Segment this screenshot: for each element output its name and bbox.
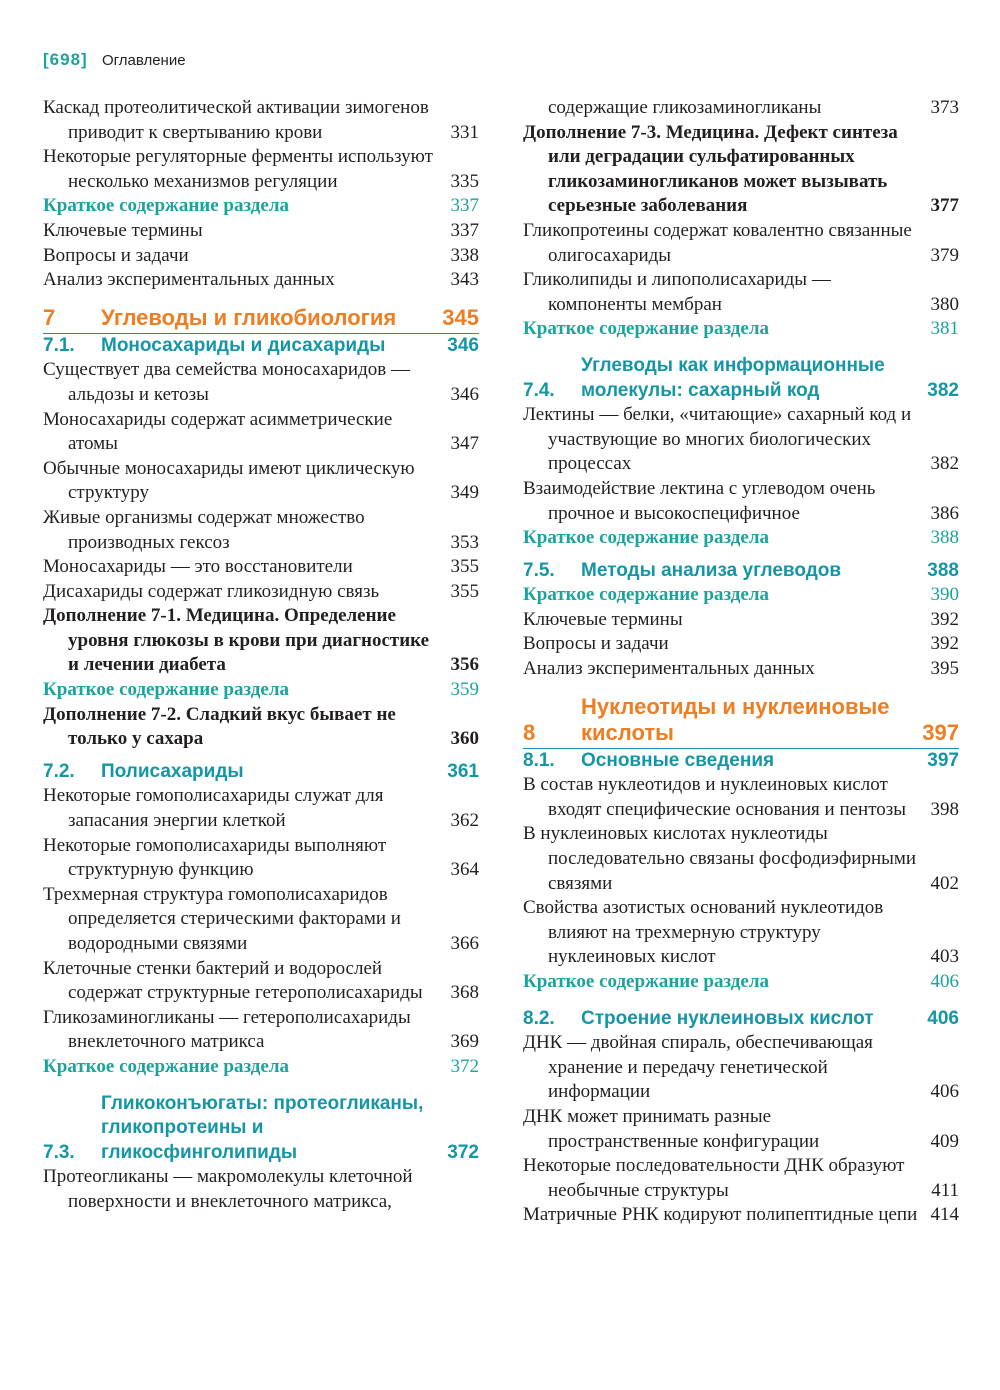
- entry-title: Гликопротеины содержат ковалентно связанные олигосахариды: [523, 219, 912, 266]
- toc-entry: [43, 408, 479, 457]
- summary-entry: [523, 317, 959, 342]
- entry-page: 398: [930, 798, 959, 820]
- entry-title: ДНК может принимать разные пространственные конфигурации: [523, 1105, 820, 1152]
- section-title: Углеводы как информационные молекулы: сахарный код: [581, 354, 885, 401]
- spacer: [523, 682, 959, 694]
- toc-entry: [43, 145, 479, 194]
- toc-entry: [523, 657, 959, 682]
- toc-entry: [43, 784, 479, 833]
- entry-title: Обычные моносахариды имеют циклическую структуру: [43, 457, 415, 504]
- entry-title: Матричные РНК кодируют полипептидные цепи: [523, 1204, 918, 1226]
- section-number: 7.3.: [43, 1141, 75, 1163]
- toc-entry: [43, 580, 479, 605]
- entry-title: Взаимодействие лектина с углеводом очень прочное и высокоспецифичное: [523, 477, 876, 524]
- entry-page: 355: [450, 580, 479, 602]
- summary-entry: [43, 194, 479, 219]
- section-page: 406: [927, 1007, 959, 1029]
- chapter-title: Нуклеотиды и нуклеиновые кислоты: [581, 693, 890, 745]
- entry-page: 392: [930, 608, 959, 630]
- toc-entry: [523, 608, 959, 633]
- entry-title: Каскад протеолитической активации зимогенов приводит к свертыванию крови: [43, 97, 429, 143]
- entry-page: 388: [930, 527, 959, 549]
- summary-entry: [523, 583, 959, 608]
- toc-entry: [523, 632, 959, 657]
- toc-entry: [43, 96, 479, 145]
- entry-page: 343: [450, 269, 479, 291]
- chapter-number: 7: [43, 304, 56, 330]
- entry-title: Анализ экспериментальных данных: [43, 269, 335, 291]
- entry-title: Вопросы и задачи: [43, 244, 189, 266]
- entry-page: 402: [930, 872, 959, 894]
- chapter-number: 8: [523, 719, 536, 745]
- toc-column-left: [43, 96, 479, 1215]
- spacer: [43, 752, 479, 760]
- entry-title: В нуклеиновых кислотах нуклеотиды последовательно связаны фосфодиэфирными связями: [523, 823, 917, 894]
- spacer: [523, 551, 959, 559]
- spacer: [43, 1080, 479, 1092]
- entry-title: Гликозаминогликаны — гетерополисахариды внеклеточного матрикса: [43, 1006, 411, 1053]
- entry-title: Лектины — белки, «читающие» сахарный код и участвующие во многих биологических процессах: [523, 404, 912, 475]
- entry-page: 360: [450, 728, 479, 750]
- entry-page: 386: [930, 502, 959, 524]
- section-page: 397: [927, 749, 959, 771]
- section-heading: [523, 559, 959, 584]
- entry-title: Свойства азотистых оснований нуклеотидов влияют на трехмерную структуру нуклеиновых кислот: [523, 897, 884, 968]
- toc-entry: [523, 96, 959, 121]
- entry-page: 353: [450, 531, 479, 553]
- toc-entry: [523, 1203, 959, 1228]
- entry-title: Краткое содержание раздела: [523, 318, 769, 340]
- section-number: 7.5.: [523, 559, 555, 581]
- toc-entry: [43, 268, 479, 293]
- running-title: Оглавление: [101, 52, 186, 69]
- entry-page: 406: [930, 1081, 959, 1103]
- entry-page: 362: [450, 810, 479, 832]
- chapter-heading: [523, 694, 959, 749]
- summary-entry: [523, 970, 959, 995]
- entry-page: 381: [930, 318, 959, 340]
- entry-title: Моносахариды — это восстановители: [43, 556, 353, 578]
- entry-page: 414: [930, 1204, 959, 1226]
- section-heading: [43, 334, 479, 359]
- entry-title: Гликолипиды и липополисахариды — компоненты мембран: [523, 269, 831, 315]
- toc-entry: [523, 1105, 959, 1154]
- entry-title: Некоторые регуляторные ферменты используют несколько механизмов регуляции: [43, 146, 433, 192]
- entry-page: 368: [450, 982, 479, 1004]
- section-title: Полисахариды: [101, 760, 244, 782]
- section-number: 7.4.: [523, 379, 555, 401]
- entry-title: Краткое содержание раздела: [43, 195, 289, 217]
- entry-page: 406: [930, 971, 959, 992]
- entry-page: 380: [930, 293, 959, 315]
- toc-entry: [523, 477, 959, 526]
- summary-entry: [523, 526, 959, 551]
- entry-title: Краткое содержание раздела: [43, 1055, 289, 1077]
- section-heading: [523, 749, 959, 774]
- entry-page: 366: [450, 933, 479, 954]
- section-number: 7.1.: [43, 334, 75, 356]
- section-heading: [523, 354, 959, 403]
- entry-page: 373: [930, 97, 959, 118]
- entry-title: содержащие гликозаминогликаны: [548, 97, 822, 118]
- entry-page: 346: [450, 383, 479, 405]
- entry-page: 347: [450, 433, 479, 455]
- toc-entry: [523, 1154, 959, 1203]
- section-heading: [523, 1007, 959, 1032]
- entry-page: 372: [450, 1055, 479, 1077]
- entry-page: 337: [450, 219, 479, 241]
- entry-title: Дополнение 7-2. Сладкий вкус бывает не только у сахара: [43, 703, 396, 750]
- section-heading: [43, 760, 479, 785]
- entry-title: Существует два семейства моносахаридов — альдозы и кетозы: [43, 359, 410, 405]
- entry-title: Дополнение 7-1. Медицина. Определение уровня глюкозы в крови при диагностике и лечении диабета: [43, 605, 430, 676]
- entry-page: 409: [930, 1130, 959, 1152]
- section-page: 361: [447, 760, 479, 782]
- entry-page: 392: [930, 633, 959, 655]
- entry-title: Клеточные стенки бактерий и водорослей содержат структурные гетерополисахариды: [43, 957, 423, 1004]
- entry-title: Вопросы и задачи: [523, 633, 669, 655]
- entry-page: 395: [930, 658, 959, 680]
- toc-entry: [43, 244, 479, 269]
- entry-page: 338: [450, 244, 479, 266]
- entry-page: 331: [450, 121, 479, 143]
- entry-page: 377: [930, 195, 959, 217]
- chapter-page: 397: [922, 719, 959, 745]
- toc-entry: [43, 834, 479, 883]
- section-page: 372: [447, 1141, 479, 1163]
- toc-entry: [43, 883, 479, 957]
- entry-title: Краткое содержание раздела: [523, 971, 769, 992]
- toc-entry: [523, 896, 959, 970]
- page-header: [43, 50, 186, 70]
- entry-page: 403: [930, 946, 959, 968]
- toc-entry: [523, 219, 959, 268]
- toc-entry: [43, 219, 479, 244]
- toc-entry: [523, 268, 959, 317]
- entry-title: Краткое содержание раздела: [523, 584, 769, 606]
- section-title: Строение нуклеиновых кислот: [581, 1007, 874, 1029]
- section-page: 388: [927, 559, 959, 581]
- section-number: 7.2.: [43, 760, 75, 782]
- box-entry: [43, 604, 479, 678]
- chapter-title: Углеводы и гликобиология: [101, 304, 397, 330]
- entry-title: Краткое содержание раздела: [43, 679, 289, 701]
- entry-page: 364: [450, 859, 479, 881]
- toc-entry: [43, 506, 479, 555]
- toc-entry: [43, 1165, 479, 1214]
- toc-entry: [523, 822, 959, 896]
- summary-entry: [43, 678, 479, 703]
- section-number: 8.2.: [523, 1007, 555, 1029]
- entry-page: 356: [450, 654, 479, 676]
- entry-title: Некоторые гомополисахариды выполняют структурную функцию: [43, 834, 387, 881]
- entry-page: 390: [930, 584, 959, 606]
- entry-page: 359: [450, 679, 479, 701]
- entry-title: Краткое содержание раздела: [523, 527, 769, 549]
- section-title: Гликоконъюгаты: протеогликаны, гликопротеины и гликосфинголипиды: [101, 1092, 424, 1163]
- section-title: Основные сведения: [581, 749, 775, 771]
- section-title: Моносахариды и дисахариды: [101, 334, 386, 356]
- entry-title: Живые организмы содержат множество производных гексоз: [43, 506, 365, 553]
- chapter-heading: [43, 305, 479, 334]
- section-title: Методы анализа углеводов: [581, 559, 842, 581]
- entry-title: Моносахариды содержат асимметрические атомы: [43, 408, 393, 455]
- toc-entry: [43, 1006, 479, 1055]
- entry-page: 379: [930, 244, 959, 266]
- entry-title: ДНК — двойная спираль, обеспечивающая хранение и передачу генетической информации: [523, 1032, 873, 1103]
- entry-title: Ключевые термины: [43, 219, 203, 241]
- box-entry: [523, 121, 959, 219]
- entry-page: 355: [450, 556, 479, 578]
- entry-title: Анализ экспериментальных данных: [523, 658, 815, 680]
- entry-page: 349: [450, 482, 479, 504]
- entry-page: 411: [931, 1179, 959, 1201]
- entry-page: 369: [450, 1031, 479, 1053]
- chapter-page: 345: [442, 304, 479, 330]
- toc-entry: [523, 773, 959, 822]
- entry-title: Ключевые термины: [523, 608, 683, 630]
- entry-title: Некоторые гомополисахариды служат для запасания энергии клеткой: [43, 785, 384, 832]
- entry-title: Дополнение 7-3. Медицина. Дефект синтеза или деградации сульфатированных гликозаминогликанов может вызывать серьезные заболевания: [523, 121, 898, 217]
- summary-entry: [43, 1055, 479, 1080]
- toc-entry: [523, 1031, 959, 1105]
- entry-title: В состав нуклеотидов и нуклеиновых кислот входят специфические основания и пентозы: [523, 774, 907, 820]
- toc-entry: [523, 403, 959, 477]
- spacer: [523, 342, 959, 354]
- entry-title: Некоторые последовательности ДНК образуют необычные структуры: [523, 1155, 905, 1201]
- section-page: 346: [447, 334, 479, 356]
- page-number: [698]: [43, 50, 88, 69]
- spacer: [43, 293, 479, 305]
- section-page: 382: [927, 379, 959, 401]
- toc-entry: [43, 457, 479, 506]
- entry-title: Трехмерная структура гомополисахаридов определяется стерическими факторами и водородными связями: [43, 883, 401, 954]
- section-number: 8.1.: [523, 749, 555, 771]
- toc-entry: [43, 358, 479, 407]
- entry-page: 337: [450, 195, 479, 217]
- toc-column-right: [523, 96, 959, 1228]
- spacer: [523, 995, 959, 1007]
- entry-title: Дисахариды содержат гликозидную связь: [43, 580, 380, 602]
- toc-entry: [43, 555, 479, 580]
- entry-title: Протеогликаны — макромолекулы клеточной поверхности и внеклеточного матрикса,: [43, 1166, 413, 1212]
- toc-entry: [43, 957, 479, 1006]
- entry-page: 382: [930, 453, 959, 475]
- section-heading: [43, 1092, 479, 1166]
- entry-page: 335: [450, 170, 479, 192]
- box-entry: [43, 703, 479, 752]
